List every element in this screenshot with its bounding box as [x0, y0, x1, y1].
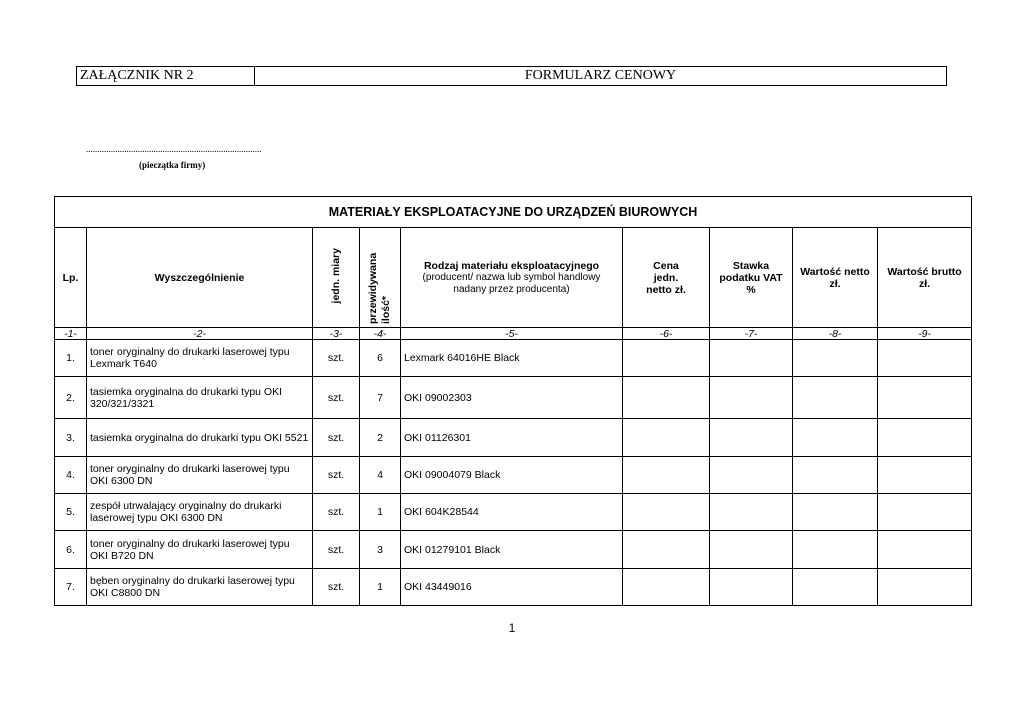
attachment-label: ZAŁĄCZNIK NR 2 [77, 67, 255, 85]
table-row [55, 419, 972, 457]
row-price-cell[interactable] [623, 419, 710, 457]
row-qty: 2 [360, 419, 401, 457]
row-desc: bęben oryginalny do drukarki laserowej typu OKI C8800 DN [87, 569, 313, 606]
row-gross-cell[interactable] [878, 569, 972, 606]
row-gross-cell[interactable] [878, 531, 972, 569]
col-number: -9- [878, 328, 972, 340]
row-net-cell[interactable] [793, 419, 878, 457]
row-net-cell[interactable] [793, 377, 878, 419]
col-header-price [623, 228, 710, 328]
row-desc: toner oryginalny do drukarki laserowej typu Lexmark T640 [87, 340, 313, 377]
table-row [55, 340, 972, 377]
row-price-cell[interactable] [623, 569, 710, 606]
row-lp: 3. [55, 419, 87, 457]
row-net-cell[interactable] [793, 569, 878, 606]
row-price-cell[interactable] [623, 494, 710, 531]
row-qty: 4 [360, 457, 401, 494]
row-price-cell[interactable] [623, 531, 710, 569]
row-vat-cell[interactable] [710, 419, 793, 457]
table-row [55, 377, 972, 419]
col-number: -7- [710, 328, 793, 340]
table-row [55, 494, 972, 531]
table-title: MATERIAŁY EKSPLOATACYJNE DO URZĄDZEŃ BIUROWYCH [55, 197, 972, 228]
price-table [54, 196, 972, 606]
col-header-vat [710, 228, 793, 328]
row-type: OKI 09002303 [401, 377, 623, 419]
row-desc: zespół utrwalający oryginalny do drukarki laserowej typu OKI 6300 DN [87, 494, 313, 531]
row-price-cell[interactable] [623, 377, 710, 419]
col-header-lp: Lp. [55, 228, 87, 328]
row-desc: tasiemka oryginalna do drukarki typu OKI 320/321/3321 [87, 377, 313, 419]
row-desc: tasiemka oryginalna do drukarki typu OKI 5521 [87, 419, 313, 457]
col-header-type [401, 228, 623, 328]
row-vat-cell[interactable] [710, 569, 793, 606]
row-lp: 6. [55, 531, 87, 569]
col-header-gross: Wartość brutto zł. [878, 228, 972, 328]
col-header-type-title: Rodzaj materiału eksploatacyjnego [423, 259, 600, 272]
row-desc: toner oryginalny do drukarki laserowej typu OKI B720 DN [87, 531, 313, 569]
row-gross-cell[interactable] [878, 494, 972, 531]
row-lp: 2. [55, 377, 87, 419]
row-net-cell[interactable] [793, 340, 878, 377]
col-number: -4- [360, 328, 401, 340]
col-header-net: Wartość netto zł. [793, 228, 878, 328]
row-qty: 1 [360, 494, 401, 531]
row-qty: 1 [360, 569, 401, 606]
col-header-qty-text: przewidywana ilość* [367, 252, 392, 324]
col-header-desc: Wyszczególnienie [87, 228, 313, 328]
row-desc: toner oryginalny do drukarki laserowej typu OKI 6300 DN [87, 457, 313, 494]
col-number: -1- [55, 328, 87, 340]
row-type: OKI 43449016 [401, 569, 623, 606]
row-qty: 3 [360, 531, 401, 569]
column-number-row [55, 328, 972, 340]
row-unit: szt. [313, 419, 360, 457]
col-header-unit-text: jedn. miary [329, 248, 342, 304]
row-unit: szt. [313, 494, 360, 531]
row-gross-cell[interactable] [878, 419, 972, 457]
row-qty: 7 [360, 377, 401, 419]
row-vat-cell[interactable] [710, 457, 793, 494]
row-lp: 4. [55, 457, 87, 494]
col-number: -3- [313, 328, 360, 340]
col-number: -2- [87, 328, 313, 340]
col-number: -6- [623, 328, 710, 340]
row-unit: szt. [313, 457, 360, 494]
row-gross-cell[interactable] [878, 340, 972, 377]
stamp-label: (pieczątka firmy) [139, 160, 206, 170]
table-header-row [55, 228, 972, 328]
row-vat-cell[interactable] [710, 531, 793, 569]
row-type: OKI 01126301 [401, 419, 623, 457]
form-title: FORMULARZ CENOWY [524, 68, 677, 83]
col-header-price-text: Cena jedn. netto zł. [646, 259, 686, 296]
row-unit: szt. [313, 531, 360, 569]
row-unit: szt. [313, 340, 360, 377]
row-qty: 6 [360, 340, 401, 377]
row-gross-cell[interactable] [878, 457, 972, 494]
col-header-qty [360, 228, 401, 328]
row-vat-cell[interactable] [710, 377, 793, 419]
stamp-line: .............................................................................. [86, 144, 262, 154]
row-price-cell[interactable] [623, 340, 710, 377]
table-row [55, 531, 972, 569]
row-type: OKI 01279101 Black [401, 531, 623, 569]
row-unit: szt. [313, 569, 360, 606]
row-price-cell[interactable] [623, 457, 710, 494]
document-header [76, 66, 947, 86]
row-unit: szt. [313, 377, 360, 419]
row-lp: 7. [55, 569, 87, 606]
page-number: 1 [508, 621, 516, 635]
row-vat-cell[interactable] [710, 340, 793, 377]
table-row [55, 569, 972, 606]
row-vat-cell[interactable] [710, 494, 793, 531]
row-type: OKI 604K28544 [401, 494, 623, 531]
row-net-cell[interactable] [793, 531, 878, 569]
row-type: Lexmark 64016HE Black [401, 340, 623, 377]
col-number: -5- [401, 328, 623, 340]
row-lp: 5. [55, 494, 87, 531]
col-number: -8- [793, 328, 878, 340]
row-net-cell[interactable] [793, 494, 878, 531]
row-net-cell[interactable] [793, 457, 878, 494]
table-row [55, 457, 972, 494]
row-lp: 1. [55, 340, 87, 377]
col-header-unit [313, 228, 360, 328]
col-header-vat-text: Stawka podatku VAT % [719, 259, 783, 296]
row-gross-cell[interactable] [878, 377, 972, 419]
col-header-type-sub: (producent/ nazwa lub symbol handlowy nadany przez producenta) [422, 271, 601, 295]
row-type: OKI 09004079 Black [401, 457, 623, 494]
